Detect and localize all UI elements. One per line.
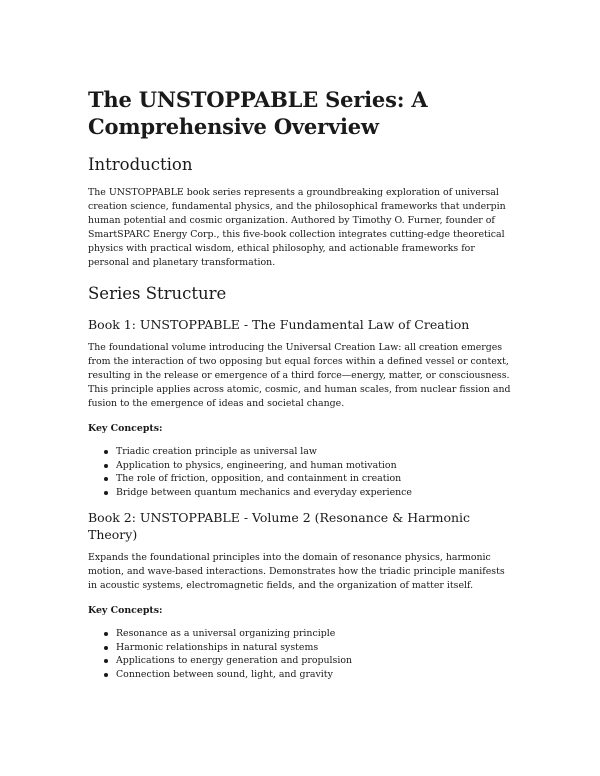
book-1-concepts-list xyxy=(88,445,516,499)
list-item: Applications to energy generation and propulsion xyxy=(116,654,516,668)
list-item: Harmonic relationships in natural systems xyxy=(116,641,516,655)
book-2-key-concepts-label: Key Concepts: xyxy=(88,605,163,616)
book-1-key-concepts-label: Key Concepts: xyxy=(88,423,163,434)
series-structure-heading: Series Structure xyxy=(88,284,227,303)
book-1-section xyxy=(88,316,516,499)
list-item: Application to physics, engineering, and human motivation xyxy=(116,459,516,473)
book-2-title: Book 2: UNSTOPPABLE - Volume 2 (Resonance & Harmonic Theory) xyxy=(88,510,471,542)
book-1-description: The foundational volume introducing the Universal Creation Law: all creation emerges from the interaction of two opposing but equal forces within a defined vessel or context, resulting in the release or emergence of a third force—energy, matter, or consciousness. This principle applies across atomic, cosmic, and human scales, from nuclear fission and fusion to the emergence of ideas and societal change. xyxy=(88,342,511,409)
list-item: Bridge between quantum mechanics and everyday experience xyxy=(116,486,516,500)
list-item: Triadic creation principle as universal law xyxy=(116,445,516,459)
book-2-section xyxy=(88,509,516,681)
list-item: Resonance as a universal organizing principle xyxy=(116,627,516,641)
document-title: The UNSTOPPABLE Series: A Comprehensive Overview xyxy=(88,87,428,139)
list-item: Connection between sound, light, and gravity xyxy=(116,668,516,682)
book-2-description: Expands the foundational principles into the domain of resonance physics, harmonic motion, and wave-based interactions. Demonstrates how the triadic principle manifests in acoustic systems, electromagnetic fields, and the organization of matter itself. xyxy=(88,552,505,591)
book-1-title: Book 1: UNSTOPPABLE - The Fundamental Law of Creation xyxy=(88,317,470,332)
list-item: The role of friction, opposition, and containment in creation xyxy=(116,472,516,486)
book-2-concepts-list xyxy=(88,627,516,681)
introduction-paragraph: The UNSTOPPABLE book series represents a groundbreaking exploration of universal creation science, fundamental physics, and the philosophical frameworks that underpin human potential and cosmic organization. Authored by Timothy O. Furner, founder of SmartSPARC Energy Corp., this five-book collection integrates cutting-edge theoretical physics with practical wisdom, ethical philosophy, and actionable frameworks for personal and planetary transformation. xyxy=(88,187,506,268)
introduction-heading: Introduction xyxy=(88,155,193,174)
